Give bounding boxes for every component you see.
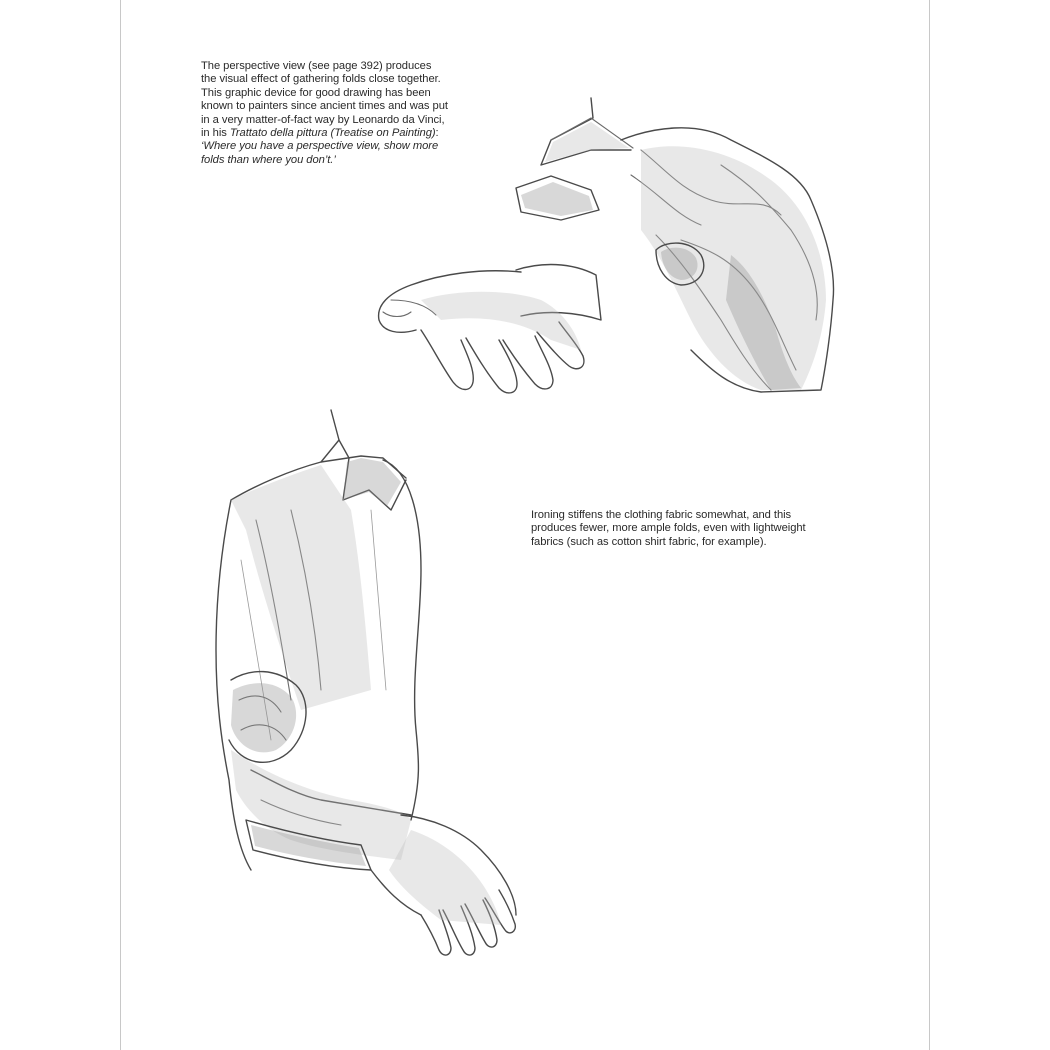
caption-line: fabrics (such as cotton shirt fabric, for example).: [531, 535, 767, 548]
caption-line: known to painters since ancient times and was put: [201, 100, 448, 113]
caption-quote: folds than where you don’t.’: [201, 153, 336, 166]
caption-text: :: [435, 127, 439, 140]
caption-line: Ironing stiffens the clothing fabric somewhat, and this: [531, 509, 792, 521]
caption-line: produces fewer, more ample folds, even with lightweight: [531, 522, 806, 535]
caption-line: in a very matter-of-fact way by Leonardo da Vinci,: [201, 113, 445, 126]
caption-book-title: Trattato della pittura (Treatise on Painting): [229, 127, 436, 140]
caption-line: This graphic device for good drawing has been: [201, 86, 431, 99]
sleeve-ironed-sketch: [121, 400, 931, 1000]
caption-line: the visual effect of gathering folds close together.: [201, 73, 441, 86]
caption-text: in his: [201, 127, 230, 140]
sleeve-perspective-sketch: [121, 0, 931, 420]
caption-line: The perspective view (see page 392) produces: [201, 60, 432, 72]
book-page: [120, 0, 930, 1050]
caption-quote: ‘Where you have a perspective view, show more: [201, 140, 439, 153]
